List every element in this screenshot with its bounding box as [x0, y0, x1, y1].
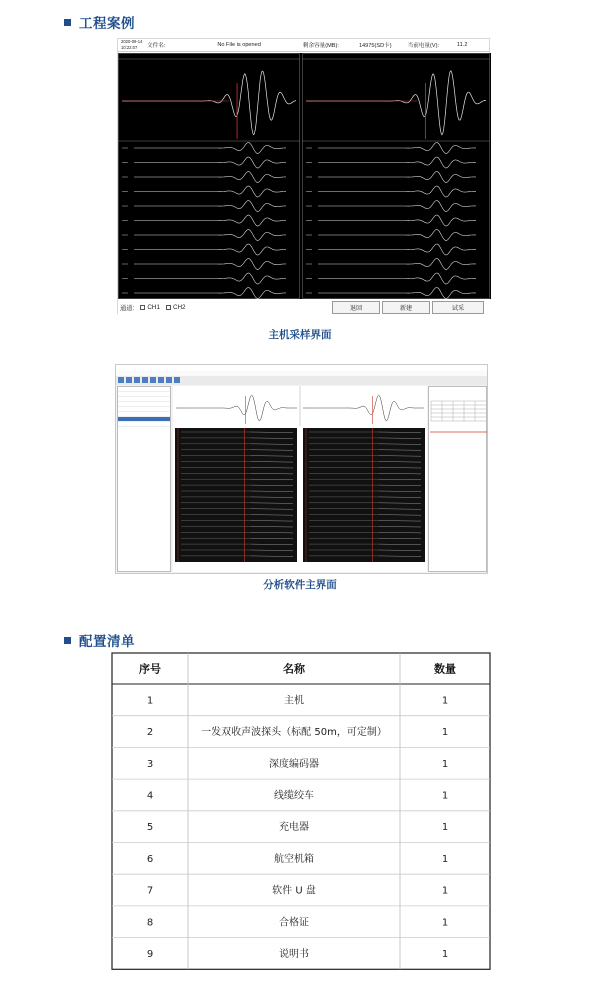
waveform-trace — [318, 172, 476, 183]
table-cell: 合格证 — [279, 917, 309, 929]
waveform-trace — [134, 143, 286, 154]
table-header-cell: 数量 — [434, 662, 456, 676]
tool-icon[interactable] — [158, 377, 164, 383]
table-cell: 6 — [146, 853, 154, 865]
ch2-checkbox[interactable] — [166, 305, 171, 310]
waveform-trace — [318, 230, 476, 241]
acq-battery-label: 当前电量(V): — [407, 43, 439, 49]
waveform-trace — [318, 201, 476, 212]
table-cell: 1 — [441, 948, 449, 960]
table-cell: 1 — [441, 917, 449, 929]
waveform-trace — [134, 230, 286, 241]
tool-icon[interactable] — [126, 377, 132, 383]
table-cell: 9 — [146, 948, 154, 960]
list-item[interactable] — [118, 422, 170, 427]
table-cell: 航空机箱 — [274, 853, 314, 865]
section-title: 配置清单 — [79, 634, 135, 650]
section-title: 工程案例 — [79, 16, 135, 32]
table-header-cell: 名称 — [283, 662, 305, 676]
bullet-square-icon — [64, 19, 71, 26]
table-cell: 3 — [146, 758, 154, 770]
acq-remaining-value: 14975(SD卡) — [358, 43, 392, 49]
waveform-trace — [318, 215, 476, 226]
table-cell: 8 — [146, 917, 154, 929]
table-cell: 充电器 — [279, 822, 309, 834]
waveform-trace — [134, 259, 286, 270]
waveform-trace — [318, 244, 476, 255]
acq-battery-value: 11.2 — [456, 42, 468, 48]
table-cell: 1 — [441, 885, 449, 897]
table-cell: 说明书 — [279, 948, 309, 960]
table-cell: 深度编码器 — [269, 758, 319, 770]
acq-file-value: No File is opened — [217, 42, 261, 48]
waveform-trace — [318, 157, 476, 168]
tool-icon[interactable] — [118, 377, 124, 383]
ana-black-panel — [303, 428, 425, 562]
acq-caption: 主机采样界面 — [268, 329, 332, 341]
tool-icon[interactable] — [166, 377, 172, 383]
ana-header-traces — [173, 386, 427, 426]
tool-icon[interactable] — [150, 377, 156, 383]
table-cell: 1 — [441, 790, 449, 802]
waveform-trace — [134, 172, 286, 183]
section-header-cases — [64, 12, 135, 32]
table-cell: 1 — [441, 822, 449, 834]
waveform-trace — [318, 143, 476, 154]
table-cell: 1 — [441, 758, 449, 770]
table-cell: 线缆绞车 — [274, 790, 314, 802]
table-cell: 主机 — [284, 695, 304, 707]
waveform-trace — [134, 201, 286, 212]
new-button[interactable]: 新建 — [382, 301, 430, 314]
table-cell: 1 — [441, 727, 449, 739]
table-cell: 5 — [146, 822, 154, 834]
ch2-label: CH2 — [172, 303, 186, 311]
table-cell: 1 — [441, 853, 449, 865]
waveform-trace — [318, 186, 476, 197]
host-acquisition-screenshot — [117, 38, 490, 314]
table-cell: 软件 U 盘 — [272, 885, 316, 897]
ana-toolbar — [116, 376, 487, 385]
acq-file-label: 文件名: — [147, 43, 166, 49]
ana-file-list-panel — [117, 386, 171, 572]
ana-black-panel — [175, 428, 297, 562]
waveform-trace — [318, 273, 476, 284]
waveform-trace — [318, 259, 476, 270]
acq-status-bar — [118, 39, 489, 52]
waveform-trace — [134, 273, 286, 284]
analysis-software-screenshot — [115, 364, 488, 574]
tool-icon[interactable] — [142, 377, 148, 383]
waveform-trace — [134, 157, 286, 168]
table-cell: 4 — [146, 790, 154, 802]
acq-channel-panel — [302, 54, 490, 299]
config-table — [0, 650, 600, 980]
tool-icon[interactable] — [174, 377, 180, 383]
waveform-trace — [134, 244, 286, 255]
table-cell: 1 — [146, 695, 154, 707]
bullet-square-icon — [64, 637, 71, 644]
waveform-trace — [134, 186, 286, 197]
waveform-trace — [134, 215, 286, 226]
channel-label: 通道: — [120, 304, 135, 312]
acq-channel-panel — [118, 54, 300, 299]
acq-waveform-area — [118, 53, 491, 299]
waveform-trace — [134, 288, 286, 299]
table-cell: 1 — [441, 695, 449, 707]
table-header-cell: 序号 — [139, 662, 161, 676]
section-header-config — [64, 630, 135, 650]
ana-result-panel — [428, 386, 487, 572]
ana-caption: 分析软件主界面 — [263, 579, 337, 591]
table-cell: 7 — [146, 885, 154, 897]
table-cell: 一发双收声波探头（标配 50m，可定制） — [201, 727, 387, 739]
tool-icon[interactable] — [134, 377, 140, 383]
ana-waveform-panel — [173, 386, 427, 572]
ch1-label: CH1 — [147, 303, 160, 311]
trial-button[interactable]: 试采 — [432, 301, 484, 314]
waveform-trace — [318, 288, 476, 299]
ch1-checkbox[interactable] — [140, 305, 145, 310]
acq-remaining-label: 剩余容量(MB): — [302, 43, 339, 49]
acq-datetime: 2020-09-14 10:22:07 — [121, 39, 143, 50]
table-cell: 2 — [146, 727, 154, 739]
back-button[interactable]: 退回 — [332, 301, 380, 314]
